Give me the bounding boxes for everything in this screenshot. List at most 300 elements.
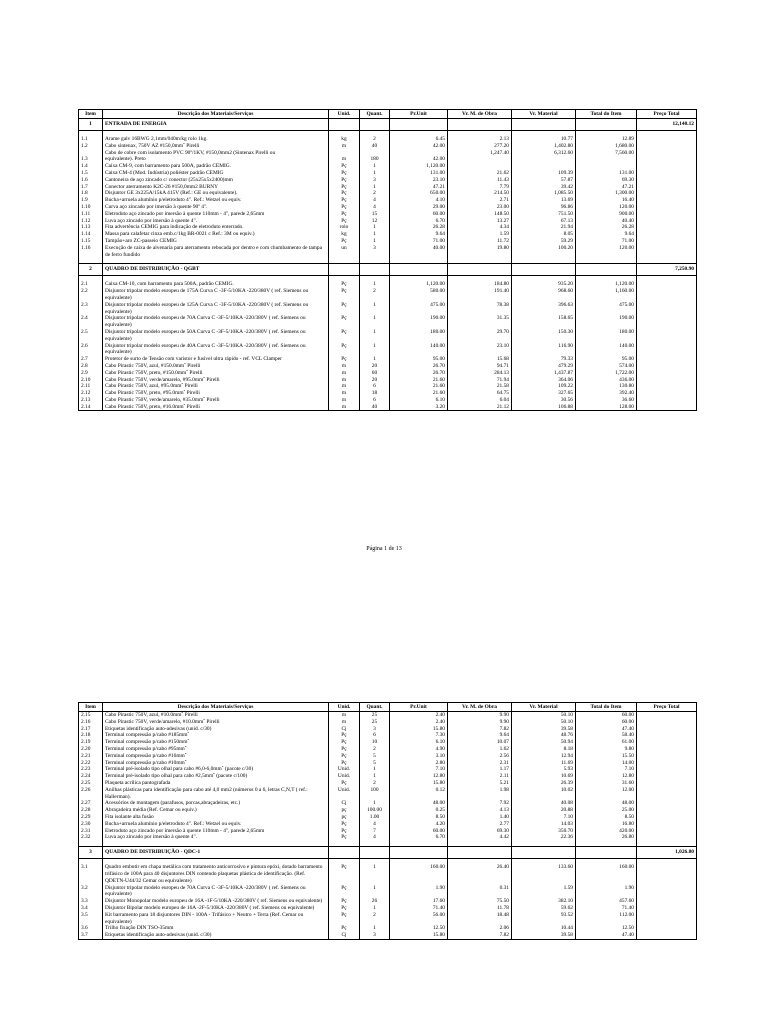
item-labor-value: 7.79: [448, 184, 512, 191]
item-material-value: 20.88: [512, 807, 576, 814]
item-total-price: [637, 905, 697, 912]
table-row: [79, 281, 697, 288]
item-unit-price: 475.00: [390, 302, 448, 316]
header-item: Item: [79, 110, 103, 119]
item-total: 112.00: [576, 912, 637, 926]
item-number: 1.15: [79, 238, 103, 245]
item-material-value: 12.94: [512, 753, 576, 760]
item-unit: Pç: [329, 190, 360, 197]
item-total: 420.00: [576, 828, 637, 835]
item-quantity: 5: [360, 753, 390, 760]
item-labor-value: 1,247.40: [448, 150, 512, 157]
item-number: 2.9: [79, 370, 103, 377]
item-labor-value: 1.62: [448, 746, 512, 753]
item-unit-price: 180.00: [390, 329, 448, 343]
item-quantity: 2: [360, 190, 390, 197]
item-number: 1.4: [79, 163, 103, 170]
item-unit-price: 6.45: [390, 136, 448, 143]
item-unit: Pç: [329, 885, 360, 899]
item-number: [79, 150, 103, 157]
table-row: [79, 211, 697, 218]
item-material-value: 30.56: [512, 397, 576, 404]
item-description: Protetor de surto de Tensão com varistor e fusível ultra rápido - ref. VCL Clamper: [103, 356, 329, 363]
item-unit-price: 71.00: [390, 238, 448, 245]
item-number: 2.20: [79, 746, 103, 753]
item-total: 61.00: [576, 739, 637, 746]
item-description: Eletroduto aço zincado por imersão à quente 110mm - 4", parede 2,65mm: [103, 828, 329, 835]
item-quantity: 3: [360, 177, 390, 184]
item-description: Terminal compressão p/cabo $\#10mm^2$: [103, 760, 329, 767]
item-quantity: 1: [360, 356, 390, 363]
item-quantity: 2: [360, 912, 390, 926]
item-unit-price: 26.70: [390, 363, 448, 370]
table-row: [79, 404, 697, 411]
item-description: Caixa CM-4 (Mod. Indústria) poliéster padrão CEMIG: [103, 170, 329, 177]
item-unit-price: 26.28: [390, 224, 448, 231]
item-material-value: 10.44: [512, 925, 576, 932]
item-total: 7,560.00: [576, 150, 637, 157]
item-material-value: 39.58: [512, 932, 576, 939]
item-number: 1.6: [79, 177, 103, 184]
item-material-value: 7.10: [512, 814, 576, 821]
item-description: Cabo de cobre com isolamento PVC 90º/1KV, #150,0mm2 (Sintenax Pirelli ou: [103, 150, 329, 157]
item-quantity: 18: [360, 390, 390, 397]
section-number: 3: [79, 847, 103, 859]
item-description: Arame galv 16BWG 2,1mm/040m/kg rolo 1kg.: [103, 136, 329, 143]
table-header-row: [79, 110, 697, 119]
table-row: [79, 397, 697, 404]
table-row: [79, 245, 697, 259]
item-unit: Pç: [329, 780, 360, 787]
item-total-price: [637, 746, 697, 753]
item-material-value: 116.90: [512, 343, 576, 357]
item-total: 12.00: [576, 787, 637, 801]
item-quantity: 3: [360, 726, 390, 733]
item-unit: Pç: [329, 760, 360, 767]
item-total-price: [637, 932, 697, 939]
item-material-value: 13.69: [512, 197, 576, 204]
item-unit: Pç: [329, 288, 360, 302]
section-title: QUADRO DE DISTRIBUIÇÃO - QGBT: [103, 264, 329, 276]
item-total: [576, 156, 637, 163]
item-material-value: 50.94: [512, 739, 576, 746]
item-unit-price: 4.10: [390, 197, 448, 204]
item-number: 2.27: [79, 800, 103, 807]
item-unit: m: [329, 383, 360, 390]
item-total-price: [637, 390, 697, 397]
item-total: 190.00: [576, 315, 637, 329]
empty-cell: [576, 847, 637, 859]
item-number: 2.17: [79, 726, 103, 733]
item-total: 128.00: [576, 404, 637, 411]
item-quantity: 2: [360, 746, 390, 753]
item-total-price: [637, 197, 697, 204]
item-total-price: [637, 363, 697, 370]
section-row: [79, 264, 697, 276]
item-quantity: [360, 150, 390, 157]
item-total-price: [637, 177, 697, 184]
item-quantity: 4: [360, 834, 390, 841]
item-total-price: [637, 224, 697, 231]
item-number: 2.15: [79, 712, 103, 719]
item-labor-value: 7.82: [448, 726, 512, 733]
item-number: 2.16: [79, 719, 103, 726]
item-total: 1,160.00: [576, 288, 637, 302]
item-labor-value: 71.94: [448, 377, 512, 384]
item-labor-value: 0.31: [448, 885, 512, 899]
item-unit: Pç: [329, 912, 360, 926]
item-total: 26.28: [576, 224, 637, 231]
item-material-value: 350.70: [512, 828, 576, 835]
item-material-value: 22.36: [512, 834, 576, 841]
item-description: Cabo Pirastic 750V, preto, $\#16.0mm^2$ Pirelli: [103, 404, 329, 411]
budget-page-2: [78, 702, 696, 940]
item-description: Cantoneira de aço zincado c/ conector (25x25x5x2400)mm: [103, 177, 329, 184]
item-description: Bucha+arruela alumínio p/eletroduto 4". Ref.: Wetzel ou equiv.: [103, 197, 329, 204]
header-unit: Unid.: [329, 703, 360, 712]
item-total-price: [637, 787, 697, 801]
item-labor-value: 9.90: [448, 719, 512, 726]
item-material-value: 67.13: [512, 218, 576, 225]
item-total: 60.00: [576, 719, 637, 726]
table-row: [79, 834, 697, 841]
item-quantity: 7: [360, 828, 390, 835]
empty-cell: [512, 264, 576, 276]
item-material-value: [512, 156, 576, 163]
item-total-price: [637, 190, 697, 197]
table-row: [79, 726, 697, 733]
item-unit: Pç: [329, 170, 360, 177]
item-quantity: 40: [360, 143, 390, 150]
item-material-value: 50.10: [512, 719, 576, 726]
table-row: [79, 814, 697, 821]
item-material-value: 11.69: [512, 760, 576, 767]
item-total: 47.40: [576, 726, 637, 733]
item-labor-value: 15.68: [448, 356, 512, 363]
item-total-price: [637, 143, 697, 150]
item-material-value: 6,312.60: [512, 150, 576, 157]
item-quantity: 1: [360, 343, 390, 357]
item-unit: Pç: [329, 197, 360, 204]
item-description: Etiquetas identificação auto-adesivas (unid. c/30): [103, 726, 329, 733]
header-unit: Unid.: [329, 110, 360, 119]
item-unit-price: 0.12: [390, 787, 448, 801]
item-total-price: [637, 281, 697, 288]
item-labor-value: 2.13: [448, 136, 512, 143]
item-unit-price: 190.00: [390, 315, 448, 329]
item-number: 2.21: [79, 753, 103, 760]
item-quantity: 1: [360, 800, 390, 807]
item-total-price: [637, 766, 697, 773]
item-quantity: 12: [360, 218, 390, 225]
item-labor-value: 7.92: [448, 800, 512, 807]
empty-cell: [448, 264, 512, 276]
item-labor-value: 2.11: [448, 773, 512, 780]
item-unit-price: 12.50: [390, 925, 448, 932]
item-total-price: [637, 343, 697, 357]
item-labor-value: 21.62: [448, 170, 512, 177]
item-unit-price: 1.90: [390, 885, 448, 899]
item-total: 180.00: [576, 329, 637, 343]
item-material-value: 8.18: [512, 746, 576, 753]
header-unit-price: Pr.Unit: [390, 703, 448, 712]
item-material-value: 150.30: [512, 329, 576, 343]
item-material-value: 158.65: [512, 315, 576, 329]
header-description: Descrição dos Materiais/Serviços: [103, 110, 329, 119]
table-header-row: [79, 703, 697, 712]
empty-cell: [512, 119, 576, 131]
item-total: 12.89: [576, 136, 637, 143]
table-row: [79, 864, 697, 884]
item-unit-price: 4.20: [390, 821, 448, 828]
item-labor-value: 64.75: [448, 390, 512, 397]
item-number: 1.11: [79, 211, 103, 218]
item-quantity: 20: [360, 363, 390, 370]
section-number: 2: [79, 264, 103, 276]
section-title: QUADRO DE DISTRIBUIÇÃO - QDC-1: [103, 847, 329, 859]
item-unit: Pç: [329, 746, 360, 753]
item-total: 1.90: [576, 885, 637, 899]
item-unit: Pç: [329, 828, 360, 835]
item-labor-value: 4.34: [448, 224, 512, 231]
item-description: Bucha+arruela alumínio p/eletroduto 4". Ref.: Wetzel ou equiv.: [103, 821, 329, 828]
item-description: Terminal compressão p/cabo $\#150mm^2$: [103, 739, 329, 746]
item-total: 47.40: [576, 932, 637, 939]
item-unit: Pç: [329, 163, 360, 170]
item-labor-value: 31.35: [448, 315, 512, 329]
item-number: 2.18: [79, 732, 103, 739]
header-material-value: Vr. Material: [512, 110, 576, 119]
item-total: 1,300.00: [576, 190, 637, 197]
item-description: Cabo Pirastic 750V, preto, $\#150.0mm^2$ Pirelli: [103, 370, 329, 377]
item-unit: rolo: [329, 224, 360, 231]
item-number: 1.10: [79, 204, 103, 211]
item-total-price: [637, 170, 697, 177]
table-row: [79, 780, 697, 787]
item-quantity: 1: [360, 231, 390, 238]
item-total-price: [637, 898, 697, 905]
item-total-price: [637, 925, 697, 932]
item-unit: Pç: [329, 281, 360, 288]
item-unit: m: [329, 363, 360, 370]
item-material-value: 327.65: [512, 390, 576, 397]
header-quantity: Quant.: [360, 110, 390, 119]
item-number: 2.4: [79, 315, 103, 329]
item-total-price: [637, 739, 697, 746]
item-labor-value: 284.13: [448, 370, 512, 377]
table-row: [79, 800, 697, 807]
item-quantity: 6: [360, 397, 390, 404]
item-number: 3.7: [79, 932, 103, 939]
item-unit-price: 4.90: [390, 746, 448, 753]
item-number: 2.30: [79, 821, 103, 828]
section-row: [79, 119, 697, 131]
item-total: 14.00: [576, 760, 637, 767]
item-material-value: 21.94: [512, 224, 576, 231]
item-labor-value: 5.21: [448, 780, 512, 787]
item-quantity: 26: [360, 898, 390, 905]
item-unit: m: [329, 712, 360, 719]
item-material-value: 1.59: [512, 885, 576, 899]
item-number: 1.14: [79, 231, 103, 238]
item-total-price: [637, 885, 697, 899]
item-total-price: [637, 370, 697, 377]
item-total-price: [637, 726, 697, 733]
item-unit: Pç: [329, 739, 360, 746]
table-row: [79, 238, 697, 245]
item-unit-price: 6.10: [390, 397, 448, 404]
item-total-price: [637, 807, 697, 814]
item-number: 1.1: [79, 136, 103, 143]
item-total-price: [637, 211, 697, 218]
item-quantity: 1: [360, 184, 390, 191]
item-labor-value: 9.90: [448, 712, 512, 719]
item-description: Cabo Pirastic 750V, azul, $\#150.0mm^2$ Pirelli: [103, 363, 329, 370]
empty-cell: [512, 847, 576, 859]
item-material-value: 39.58: [512, 726, 576, 733]
header-description: Descrição dos Materiais/Serviços: [103, 703, 329, 712]
item-total-price: [637, 864, 697, 884]
item-quantity: 1: [360, 925, 390, 932]
item-quantity: 1: [360, 302, 390, 316]
page-footer: Página 1 de 13: [366, 546, 402, 552]
item-total-price: [637, 404, 697, 411]
section-row: [79, 847, 697, 859]
item-labor-value: 4.42: [448, 834, 512, 841]
item-labor-value: 78.38: [448, 302, 512, 316]
item-description: Kit barramento para 18 disjuntores DIN - 100A - Trifásico + Neutro + Terra (Ref. Cemar ou equivalente): [103, 912, 329, 926]
table-row: [79, 377, 697, 384]
table-row: [79, 739, 697, 746]
item-total: 574.00: [576, 363, 637, 370]
budget-page-1: [78, 109, 696, 411]
item-material-value: 1,437.87: [512, 370, 576, 377]
item-description: Conector aterramento K2C-26 #150,0mm2 BURNY: [103, 184, 329, 191]
item-material-value: 40.08: [512, 800, 576, 807]
item-description: Caixa CM-10, com barramento para 500A, padrão CEMIG.: [103, 281, 329, 288]
item-description: Cabo Pirastic 750V, azul, $\#95.0mm^2$ Pirelli: [103, 383, 329, 390]
item-description: Anilhas plásticas para identificação para cabo até 4,0 mm2 (números 0 a 6, letras C,N,T ( ref.: Hallerman).: [103, 787, 329, 801]
item-number: 2.32: [79, 834, 103, 841]
table-row: [79, 218, 697, 225]
header-item-total: Total do Item: [576, 703, 637, 712]
item-description: Disjuntor tripolar modelo europeu de 70A Curva C -3F-5/10KA -220/380V ( ref. Siemens ou equivalente): [103, 315, 329, 329]
item-unit: Cj: [329, 726, 360, 733]
item-unit-price: 21.60: [390, 377, 448, 384]
table-row: [79, 315, 697, 329]
item-description: Cabo sintenax, 750V AZ $\#150,0mm^2$ Pirelli: [103, 143, 329, 150]
item-total-price: [637, 329, 697, 343]
table-row: [79, 912, 697, 926]
item-labor-value: 2.71: [448, 197, 512, 204]
item-material-value: 1,402.80: [512, 143, 576, 150]
item-description: Disjuntor tripolar modelo europeu de 70A Curva C -3F-5/10KA -220/380V ( ref. Siemens ou equivalente): [103, 885, 329, 899]
item-labor-value: 1.98: [448, 787, 512, 801]
table-row: [79, 190, 697, 197]
item-number: 2.22: [79, 760, 103, 767]
table-row: [79, 821, 697, 828]
item-number: 2.5: [79, 329, 103, 343]
item-unit: [329, 150, 360, 157]
item-unit: pç: [329, 807, 360, 814]
item-number: 1.7: [79, 184, 103, 191]
item-description: Disjuntor GE 3x225A/15kA 415V (Ref.: GE ou equivalente).: [103, 190, 329, 197]
item-total: 69.30: [576, 177, 637, 184]
item-unit: Pç: [329, 238, 360, 245]
item-description: Cabo Pirastic 750V, preto, $\#95.0mm^2$ Pirelli: [103, 390, 329, 397]
item-quantity: 1: [360, 864, 390, 884]
item-quantity: 3: [360, 245, 390, 259]
item-total-price: [637, 800, 697, 807]
item-unit-price: 8.50: [390, 814, 448, 821]
item-labor-value: [448, 156, 512, 163]
item-unit-price: 1,120.00: [390, 281, 448, 288]
table-row: [79, 343, 697, 357]
item-material-value: 396.63: [512, 302, 576, 316]
item-unit-price: 160.00: [390, 864, 448, 884]
table-row: [79, 732, 697, 739]
item-total: 130.80: [576, 383, 637, 390]
item-total-price: [637, 712, 697, 719]
empty-cell: [576, 264, 637, 276]
item-unit-price: 42.00: [390, 156, 448, 163]
item-total: 8.50: [576, 814, 637, 821]
item-total-price: [637, 760, 697, 767]
item-number: 2.1: [79, 281, 103, 288]
item-unit: Pç: [329, 204, 360, 211]
item-number: 1.9: [79, 197, 103, 204]
item-total: 1,722.00: [576, 370, 637, 377]
item-total-price: [637, 719, 697, 726]
item-material-value: 59.62: [512, 905, 576, 912]
item-number: 1.8: [79, 190, 103, 197]
table-row: [79, 787, 697, 801]
item-total: 436.00: [576, 377, 637, 384]
item-total: 1,120.00: [576, 281, 637, 288]
item-total-price: [637, 163, 697, 170]
item-labor-value: 4.13: [448, 807, 512, 814]
item-description: Massa para calafetar cinza emb.c/1kg BR-0021 c Ref.: 3M ou equiv.): [103, 231, 329, 238]
item-description: equivalente). Preto: [103, 156, 329, 163]
table-row: [79, 363, 697, 370]
item-quantity: 15: [360, 211, 390, 218]
item-labor-value: 23.10: [448, 343, 512, 357]
item-description: Disjuntor tripolar modelo europeu de 175A Curva C -3F-5/10KA -220/380V ( ref. Siemens ou equivalente): [103, 288, 329, 302]
item-description: Acessórios de montagem (parafusos, porcas,abraçadeiras, etc.): [103, 800, 329, 807]
item-description: Tampão+aro ZC-passeio CEMIG: [103, 238, 329, 245]
item-description: Luva aço zincado por imersão à quente 4".: [103, 834, 329, 841]
item-quantity: 1: [360, 905, 390, 912]
item-description: Disjuntor tripolar modelo europeu de 125A Curva C -3F-5/10KA -220/380V ( ref. Siemens ou equivalente): [103, 302, 329, 316]
item-number: 2.12: [79, 390, 103, 397]
header-total-price: Preço Total: [637, 110, 697, 119]
item-quantity: 1: [360, 224, 390, 231]
item-labor-value: 1.40: [448, 814, 512, 821]
table-row: [79, 143, 697, 150]
item-total-price: [637, 218, 697, 225]
item-labor-value: 2.77: [448, 821, 512, 828]
item-labor-value: 23.00: [448, 204, 512, 211]
item-unit-price: 9.64: [390, 231, 448, 238]
item-unit: m: [329, 404, 360, 411]
item-number: 2.29: [79, 814, 103, 821]
item-unit: pç: [329, 814, 360, 821]
table-row: [79, 746, 697, 753]
header-quantity: Quant.: [360, 703, 390, 712]
table-row: [79, 224, 697, 231]
item-total: 12.50: [576, 925, 637, 932]
item-number: 2.23: [79, 766, 103, 773]
